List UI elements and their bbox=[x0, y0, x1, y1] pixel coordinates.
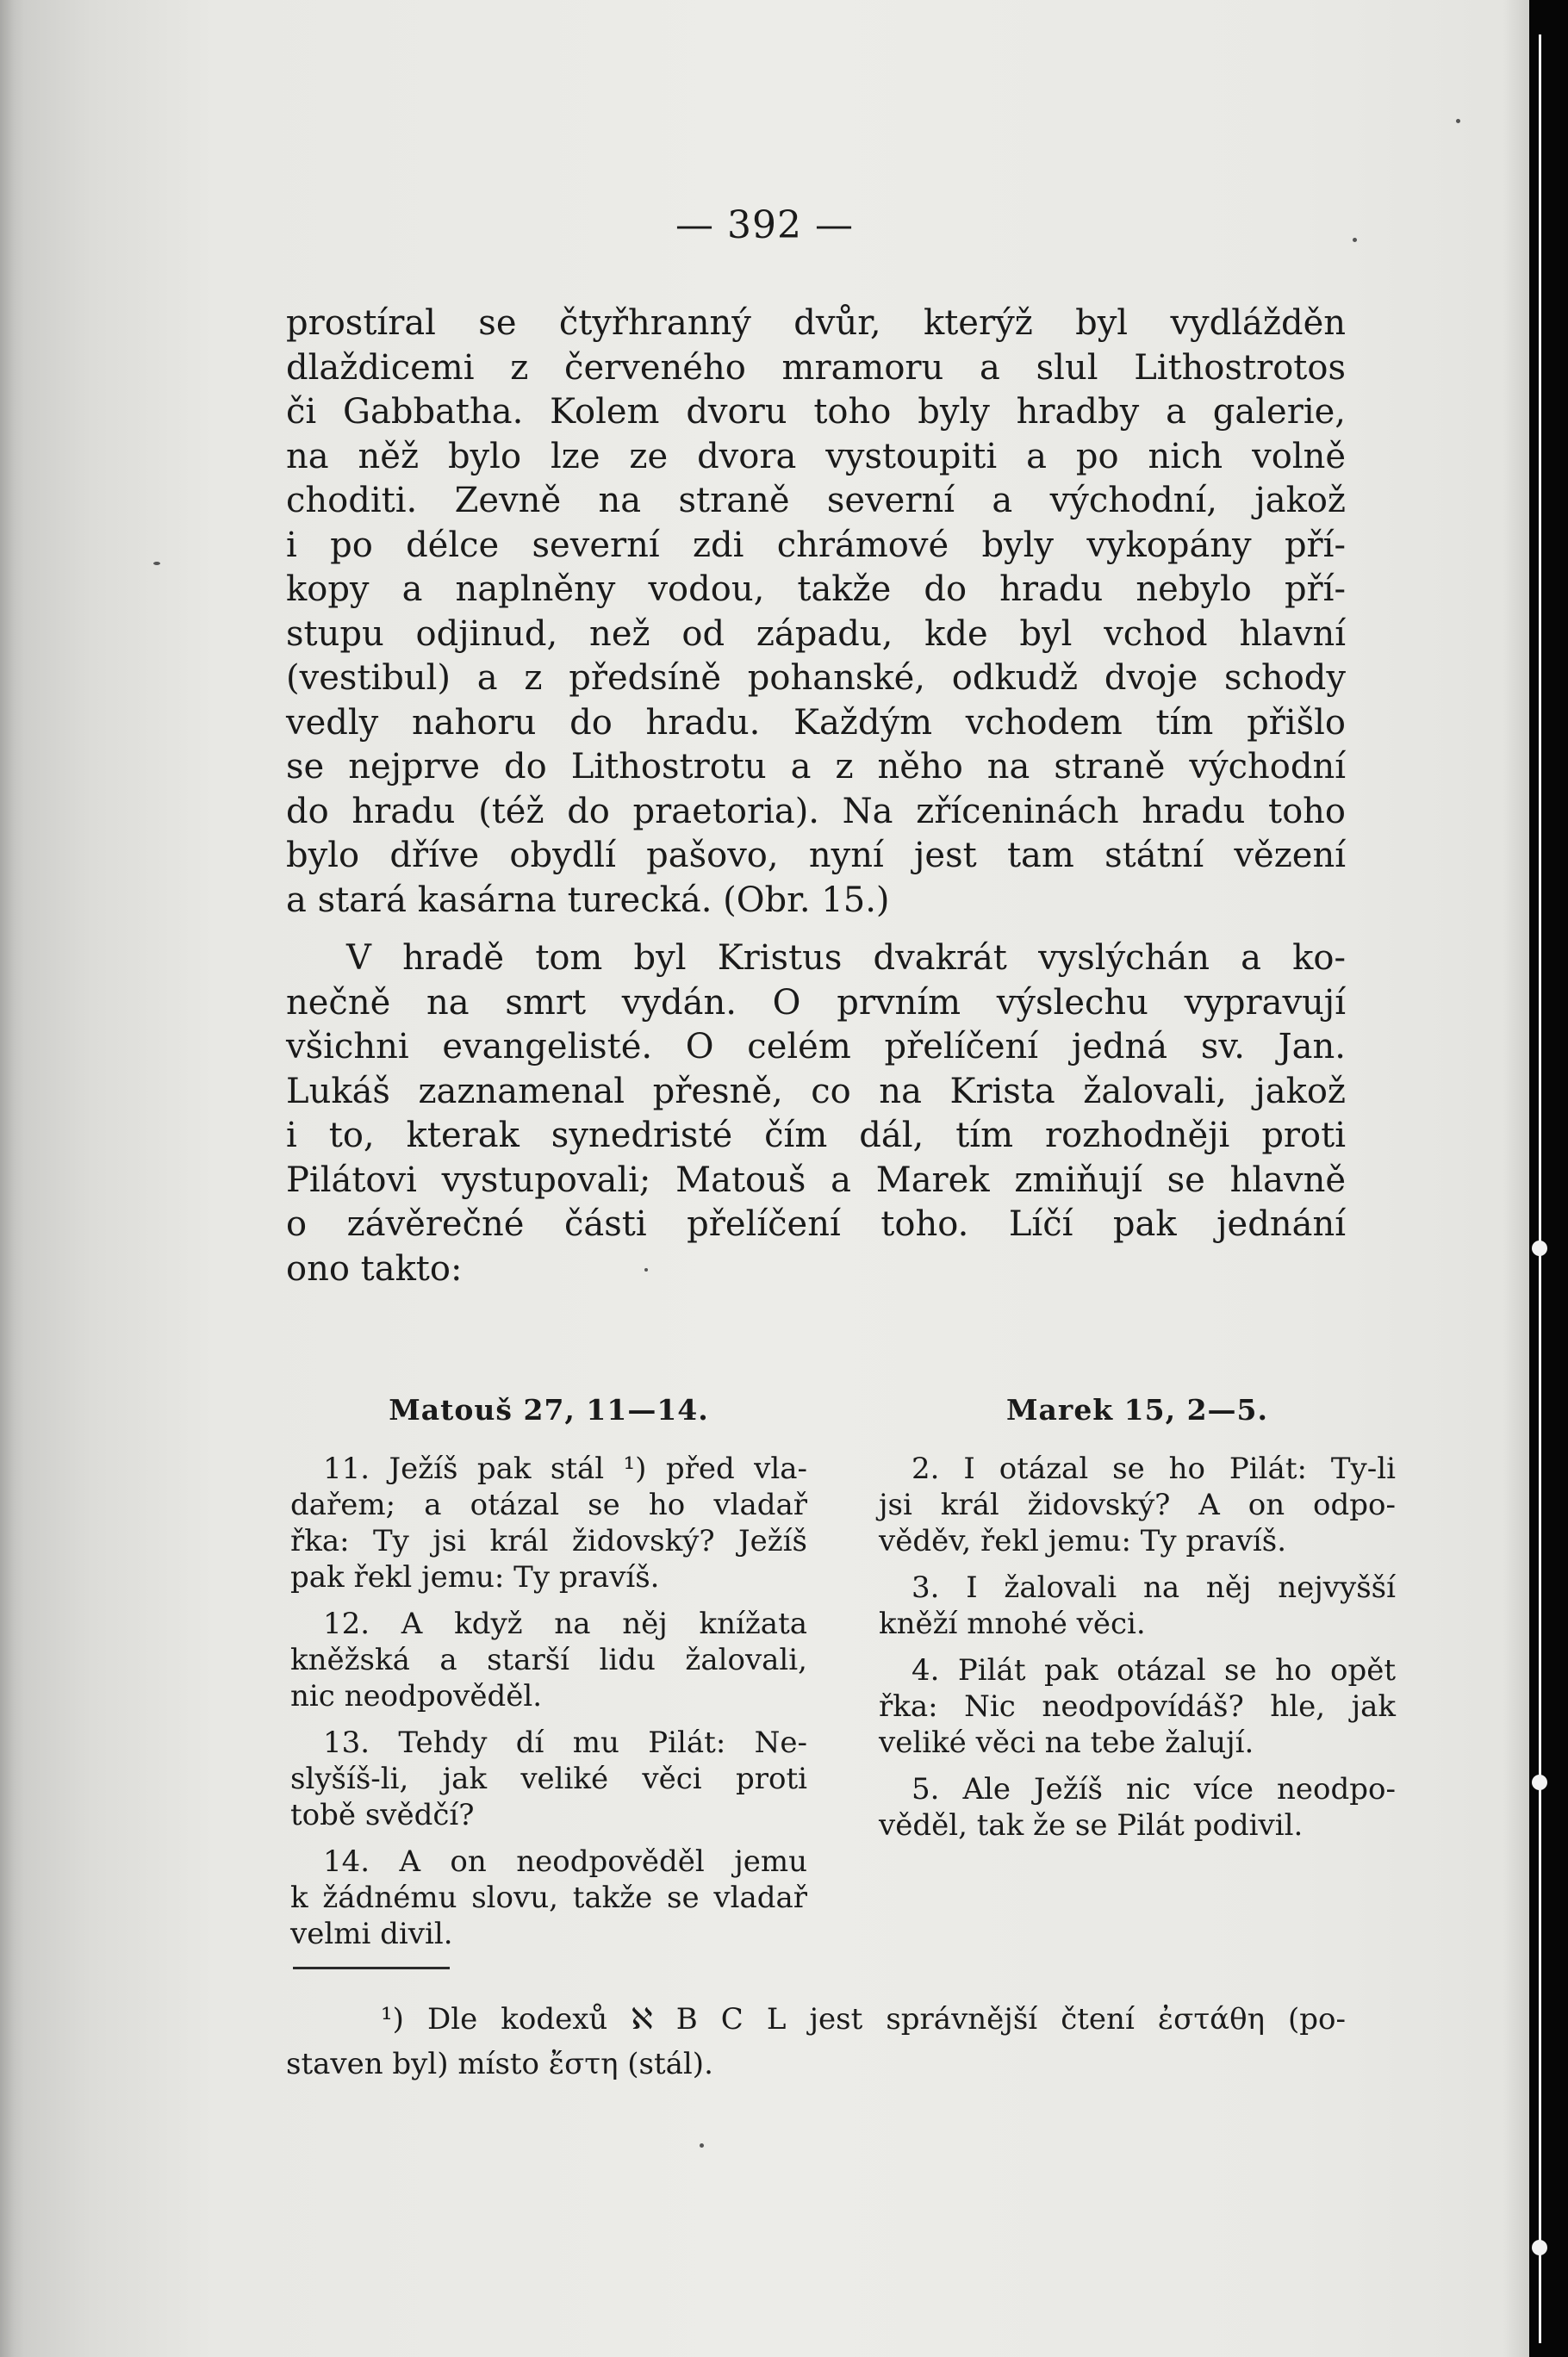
binding-mark bbox=[1532, 1241, 1547, 1256]
text-line: na něž bylo lze ze dvora vystoupiti a po nich volně bbox=[286, 436, 1346, 476]
text-line: i po délce severní zdi chrámové byly vykopány pří- bbox=[286, 525, 1346, 565]
verse-5 bbox=[879, 1771, 1396, 1844]
verse-line: 4. Pilát pak otázal se ho opět bbox=[912, 1653, 1396, 1688]
text-line: Pilátovi vystupovali; Matouš a Marek zmiňují se hlavně bbox=[286, 1160, 1346, 1200]
text-line: (vestibul) a z předsíně pohanské, odkudž dvoje schody bbox=[286, 658, 1346, 698]
verse-11 bbox=[290, 1451, 807, 1595]
print-speck bbox=[644, 1268, 648, 1272]
verse-line: řka: Nic neodpovídáš? hle, jak bbox=[879, 1689, 1396, 1724]
footnote-divider bbox=[293, 1967, 450, 1969]
verse-line: slyšíš-li, jak veliké věci proti bbox=[290, 1762, 807, 1796]
text-line: všichni evangelisté. O celém přelíčení jedná sv. Jan. bbox=[286, 1027, 1346, 1067]
scan-shadow-left bbox=[0, 0, 24, 2357]
text-line: Lukáš zaznamenal přesně, co na Krista žalovali, jakož bbox=[286, 1071, 1346, 1111]
verse-line: řka: Ty jsi král židovský? Ježíš bbox=[290, 1524, 807, 1558]
verse-line: dařem; a otázal se ho vladař bbox=[290, 1488, 807, 1522]
column-marek bbox=[879, 1392, 1396, 1854]
verse-line: kněžská a starší lidu žalovali, bbox=[290, 1643, 807, 1677]
verse-line: pak řekl jemu: Ty pravíš. bbox=[290, 1560, 660, 1595]
verse-line: 5. Ale Ježíš nic více neodpo- bbox=[912, 1772, 1396, 1807]
verse-12 bbox=[290, 1606, 807, 1714]
verse-4 bbox=[879, 1652, 1396, 1761]
print-speck bbox=[1353, 238, 1357, 242]
text-line: či Gabbatha. Kolem dvoru toho byly hradby a galerie, bbox=[286, 392, 1346, 432]
text-line: stupu odjinud, než od západu, kde byl vchod hlavní bbox=[286, 613, 1346, 654]
text-line: ono takto: bbox=[286, 1248, 463, 1289]
verse-line: k žádnému slovu, takže se vladař bbox=[290, 1881, 807, 1915]
verse-line: 11. Ježíš pak stál ¹) před vla- bbox=[323, 1452, 807, 1486]
binding-mark bbox=[1532, 2240, 1547, 2255]
verse-line: veliké věci na tebe žalují. bbox=[879, 1726, 1254, 1760]
footnote bbox=[286, 1997, 1346, 2086]
print-speck bbox=[153, 562, 160, 565]
text-line: kopy a naplněny vodou, takže do hradu nebylo pří- bbox=[286, 569, 1346, 609]
verse-line: velmi divil. bbox=[290, 1917, 453, 1951]
text-line: a stará kasárna turecká. (Obr. 15.) bbox=[286, 880, 890, 920]
text-line: do hradu (též do praetoria). Na zříceninách hradu toho bbox=[286, 791, 1346, 831]
binding-mark bbox=[1532, 1775, 1547, 1790]
verse-line: 3. I žalovali na něj nejvyšší bbox=[912, 1570, 1396, 1605]
text-line: dlaždicemi z červeného mramoru a slul Lithostrotos bbox=[286, 347, 1346, 388]
text-line: prostíral se čtyřhranný dvůr, kterýž byl vydlážděn bbox=[286, 303, 1346, 343]
verse-line: 13. Tehdy dí mu Pilát: Ne- bbox=[323, 1726, 807, 1760]
text-line: vedly nahoru do hradu. Každým vchodem tím přišlo bbox=[286, 702, 1346, 743]
footnote-line: ¹) Dle kodexů ℵ B C L jest správnější čtení ἐστάθη (po- bbox=[381, 2002, 1346, 2037]
print-speck bbox=[1456, 119, 1460, 123]
verse-line: 14. A on neodpověděl jemu bbox=[323, 1844, 807, 1879]
text-line: V hradě tom byl Kristus dvakrát vyslýchán a ko- bbox=[346, 938, 1346, 978]
text-line: bylo dříve obydlí pašovo, nyní jest tam státní vězení bbox=[286, 836, 1346, 875]
verse-line: věděv, řekl jemu: Ty pravíš. bbox=[879, 1524, 1287, 1558]
verse-14 bbox=[290, 1844, 807, 1952]
page-edge-line bbox=[1539, 34, 1541, 2343]
paragraph-1 bbox=[286, 302, 1346, 923]
text-line: choditi. Zevně na straně severní a východní, jakož bbox=[286, 481, 1346, 520]
verse-line: 2. I otázal se ho Pilát: Ty-li bbox=[912, 1452, 1396, 1486]
print-speck bbox=[700, 2143, 704, 2148]
column-title: Matouš 27, 11—14. bbox=[389, 1393, 709, 1427]
verse-line: 12. A když na něj knížata bbox=[323, 1607, 807, 1641]
text-line: nečně na smrt vydán. O prvním výslechu vypravují bbox=[286, 982, 1346, 1023]
verse-2 bbox=[879, 1451, 1396, 1559]
page-number: — 392 — bbox=[675, 203, 854, 247]
column-title: Marek 15, 2—5. bbox=[1006, 1393, 1268, 1427]
text-line: se nejprve do Lithostrotu a z něho na straně východní bbox=[286, 747, 1346, 787]
text-line: o závěrečné části přelíčení toho. Líčí pak jednání bbox=[286, 1204, 1346, 1244]
verse-line: jsi král židovský? A on odpo- bbox=[879, 1488, 1396, 1522]
verse-13 bbox=[290, 1725, 807, 1833]
verse-line: tobě svědčí? bbox=[290, 1798, 475, 1832]
scan-gutter bbox=[1529, 0, 1568, 2357]
paragraph-2 bbox=[286, 936, 1346, 1291]
verse-3 bbox=[879, 1570, 1396, 1642]
column-matous bbox=[290, 1392, 807, 1962]
verse-line: nic neodpověděl. bbox=[290, 1679, 543, 1713]
verse-line: věděl, tak že se Pilát podivil. bbox=[879, 1808, 1304, 1843]
footnote-line: staven byl) místo ἔστη (stál). bbox=[286, 2047, 713, 2081]
verse-line: kněží mnohé věci. bbox=[879, 1607, 1146, 1641]
scan-shadow-right bbox=[1503, 0, 1529, 2357]
text-line: i to, kterak synedristé čím dál, tím rozhodněji proti bbox=[286, 1116, 1346, 1155]
